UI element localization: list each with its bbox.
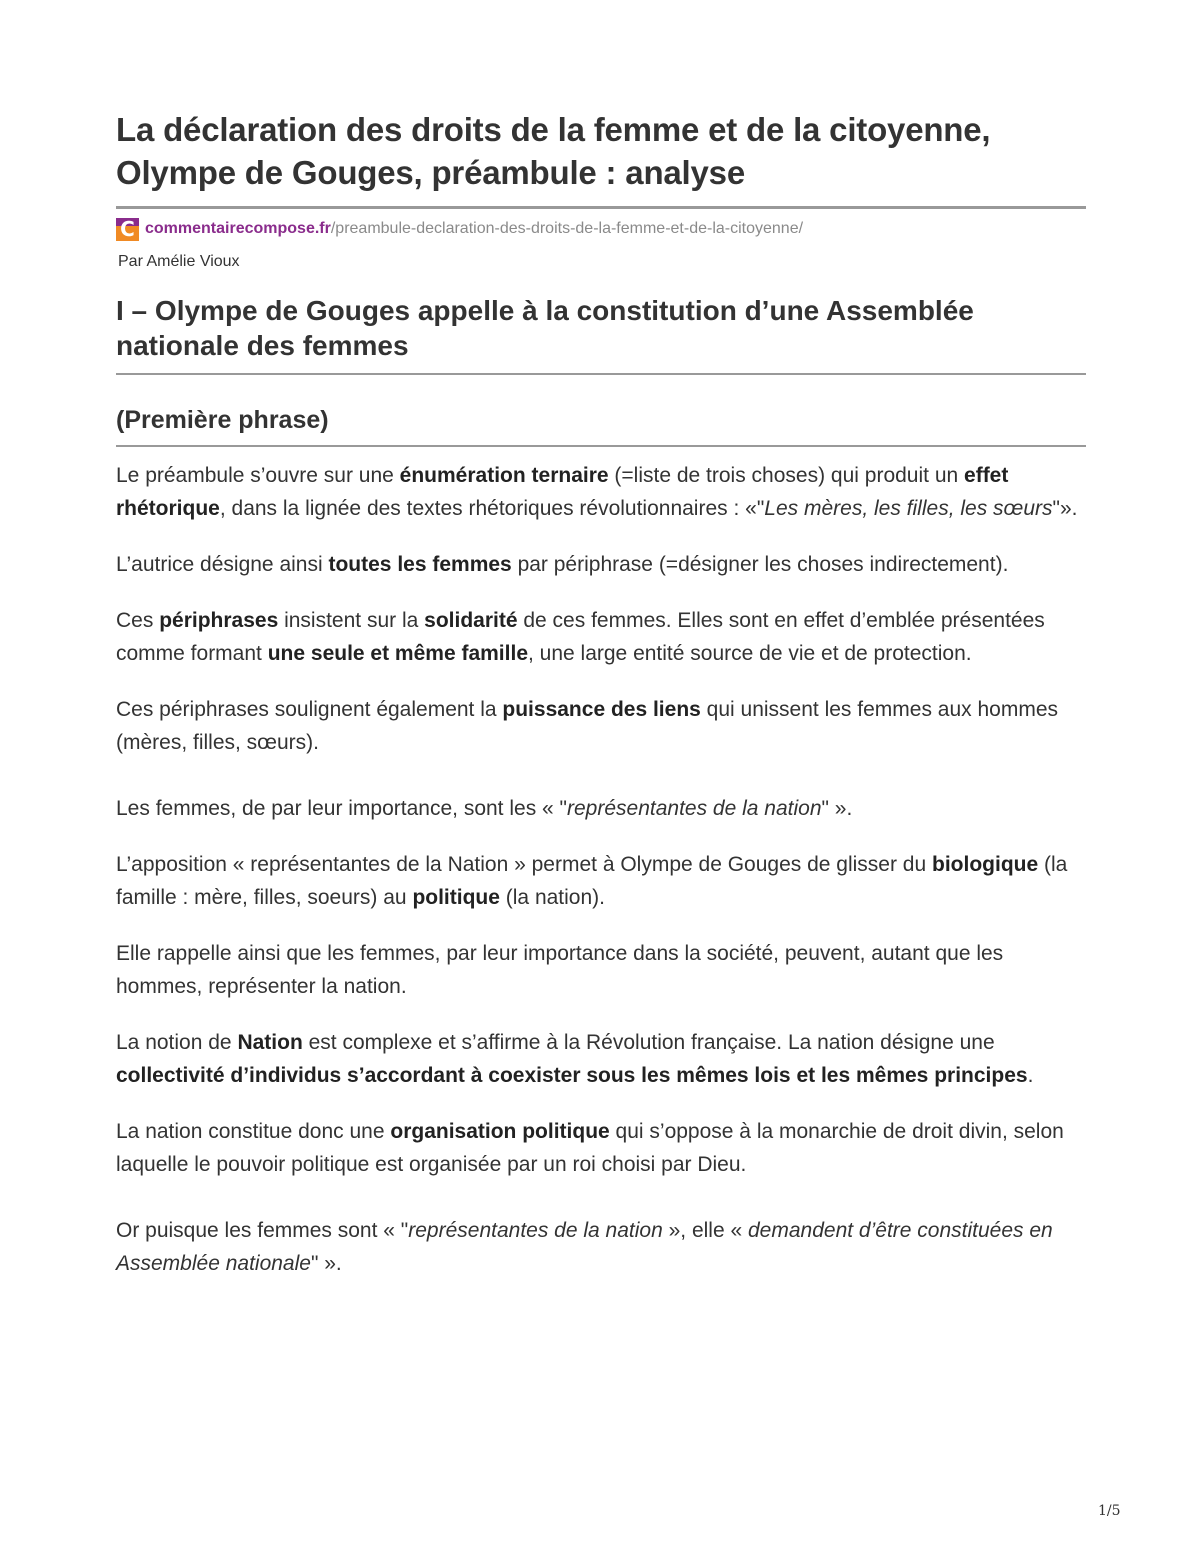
paragraph-5: Les femmes, de par leur importance, sont les « "représentantes de la nation" ». — [116, 797, 853, 820]
paragraph-10: Or puisque les femmes sont « "représentantes de la nation », elle « demandent d’être constituées en Assemblée nationale" ». — [116, 1219, 1053, 1275]
paragraph-2: L’autrice désigne ainsi toutes les femmes par périphrase (=désigner les choses indirectement). — [116, 553, 1009, 576]
author-byline: Par Amélie Vioux — [118, 253, 240, 270]
section-heading: I – Olympe de Gouges appelle à la constitution d’une Assemblée nationale des femmes — [116, 295, 974, 361]
subsection-heading: (Première phrase) — [116, 406, 329, 434]
page-number: 1/5 — [1098, 1503, 1121, 1519]
source-path[interactable]: /preambule-declaration-des-droits-de-la-femme-et-de-la-citoyenne/ — [330, 220, 804, 237]
title-line-2: Olympe de Gouges, préambule : analyse — [116, 154, 745, 191]
paragraph-6: L’apposition « représentantes de la Nation » permet à Olympe de Gouges de glisser du biologique (la famille : mère, filles, soeurs) au politique (la nation). — [116, 853, 1068, 909]
source-domain[interactable]: commentairecompose.fr — [145, 220, 331, 237]
title-line-1: La déclaration des droits de la femme et de la citoyenne, — [116, 111, 991, 148]
paragraph-3: Ces périphrases insistent sur la solidarité de ces femmes. Elles sont en effet d’emblée présentées comme formant une seule et même famille, une large entité source de vie et de protection. — [116, 609, 1045, 665]
document-title — [116, 108, 1086, 194]
site-favicon-icon: C — [116, 218, 139, 241]
document-page — [116, 108, 1086, 1280]
paragraph-7: Elle rappelle ainsi que les femmes, par leur importance dans la société, peuvent, autant que les hommes, représenter la nation. — [116, 942, 1004, 998]
subsection-divider — [116, 445, 1086, 447]
paragraph-8: La notion de Nation est complexe et s’affirme à la Révolution française. La nation désigne une collectivité d’individus s’accordant à coexister sous les mêmes lois et les mêmes principes. — [116, 1031, 1034, 1087]
paragraph-9: La nation constitue donc une organisation politique qui s’oppose à la monarchie de droit divin, selon laquelle le pouvoir politique est organisée par un roi choisi par Dieu. — [116, 1120, 1064, 1176]
title-divider — [116, 206, 1086, 209]
paragraph-1: Le préambule s’ouvre sur une énumération ternaire (=liste de trois choses) qui produit un effet rhétorique, dans la lignée des textes rhétoriques révolutionnaires : «"Les mères, les filles, les sœurs"». — [116, 464, 1078, 520]
source-link[interactable] — [116, 217, 1086, 241]
paragraph-4: Ces périphrases soulignent également la puissance des liens qui unissent les femmes aux hommes (mères, filles, sœurs). — [116, 698, 1058, 754]
section-divider — [116, 373, 1086, 375]
